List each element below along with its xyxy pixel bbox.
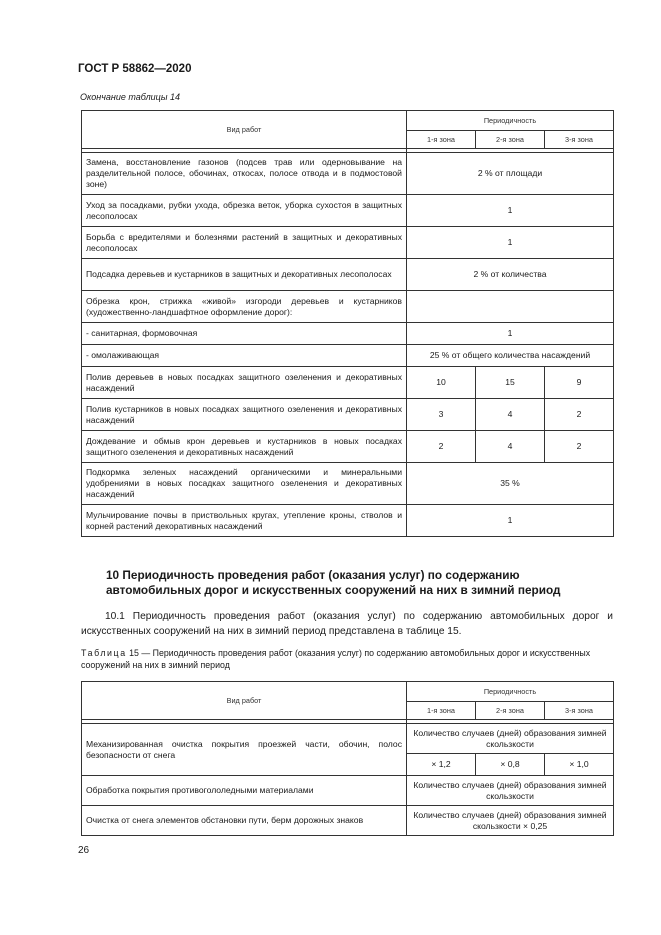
table-row (82, 345, 614, 367)
work-cell: Борьба с вредителями и болезнями растений в защитных и декоративных лесополосах (82, 227, 407, 259)
work-cell: Мульчирование почвы в приствольных кругах, утепление кроны, стволов и корней растений декоративных насаждений (82, 505, 407, 537)
table-row (82, 259, 614, 291)
column-header-zone-1: 1-я зона (407, 702, 476, 720)
table-row (82, 431, 614, 463)
periodicity-cell (407, 291, 614, 323)
table-row (82, 227, 614, 259)
table-row (82, 153, 614, 195)
periodicity-cell: 1 (407, 227, 614, 259)
section-heading: 10 Периодичность проведения работ (оказания услуг) по содержанию автомобильных дорог и искусственных сооружений на них в зимний период (106, 568, 561, 597)
periodicity-cell: Количество случаев (дней) образования зимней скользкости × 0,25 (407, 806, 614, 836)
table-row (82, 195, 614, 227)
table-caption-text: 15 — Периодичность проведения работ (оказания услуг) по содержанию автомобильных дорог и искусственных сооружений на них в зимний период (81, 648, 591, 670)
zone-1-cell: 3 (407, 399, 476, 431)
zone-3-cell: 9 (545, 367, 614, 399)
work-cell: Обрезка крон, стрижка «живой» изгороди деревьев и кустарников (художественно-ландшафтное оформление дорог): (82, 291, 407, 323)
table-caption (81, 648, 613, 671)
page-number: 26 (78, 845, 90, 856)
zone-1-cell: × 1,2 (407, 754, 476, 776)
periodicity-cell: 25 % от общего количества насаждений (407, 345, 614, 367)
table-row (82, 399, 614, 431)
column-header-zone-1: 1-я зона (407, 131, 476, 149)
table-14 (81, 110, 614, 537)
work-cell: Подсадка деревьев и кустарников в защитных и декоративных лесополосах (82, 259, 407, 291)
column-header-zone-3: 3-я зона (545, 131, 614, 149)
periodicity-cell: Количество случаев (дней) образования зимней скользкости (407, 724, 614, 754)
work-cell: Полив деревьев в новых посадках защитного озеленения и декоративных насаждений (82, 367, 407, 399)
work-cell: Механизированная очистка покрытия проезжей части, обочин, полос безопасности от снега (82, 724, 407, 776)
table-row (82, 291, 614, 323)
zone-1-cell: 10 (407, 367, 476, 399)
periodicity-cell: 2 % от площади (407, 153, 614, 195)
table-row (82, 505, 614, 537)
periodicity-cell: 35 % (407, 463, 614, 505)
periodicity-cell: 1 (407, 195, 614, 227)
table-caption-label: Таблица (81, 648, 127, 658)
column-header-work: Вид работ (82, 111, 407, 149)
periodicity-cell: 1 (407, 323, 614, 345)
work-cell: - санитарная, формовочная (82, 323, 407, 345)
zone-3-cell: 2 (545, 431, 614, 463)
column-header-zone-3: 3-я зона (545, 702, 614, 720)
work-cell: Полив кустарников в новых посадках защитного озеленения и декоративных насаждений (82, 399, 407, 431)
column-header-zone-2: 2-я зона (476, 702, 545, 720)
table-row (82, 724, 614, 754)
table-row (82, 323, 614, 345)
zone-3-cell: × 1,0 (545, 754, 614, 776)
column-header-work: Вид работ (82, 682, 407, 720)
table-row (82, 463, 614, 505)
work-cell: Дождевание и обмыв крон деревьев и кустарников в новых посадках защитного озеленения и декоративных насаждений (82, 431, 407, 463)
work-cell: Уход за посадками, рубки ухода, обрезка веток, уборка сухостоя в защитных лесополосах (82, 195, 407, 227)
table-continuation-label: Окончание таблицы 14 (80, 92, 180, 102)
column-header-zone-2: 2-я зона (476, 131, 545, 149)
work-cell: - омолаживающая (82, 345, 407, 367)
table-15 (81, 681, 614, 836)
zone-2-cell: 15 (476, 367, 545, 399)
zone-1-cell: 2 (407, 431, 476, 463)
work-cell: Обработка покрытия противогололедными материалами (82, 776, 407, 806)
zone-2-cell: × 0,8 (476, 754, 545, 776)
section-paragraph: 10.1 Периодичность проведения работ (оказания услуг) по содержанию автомобильных дорог и искусственных сооружений на них в зимний период представлена в таблице 15. (81, 611, 613, 637)
work-cell: Очистка от снега элементов обстановки пути, берм дорожных знаков (82, 806, 407, 836)
zone-3-cell: 2 (545, 399, 614, 431)
column-header-periodicity: Периодичность (407, 682, 614, 702)
periodicity-cell: Количество случаев (дней) образования зимней скользкости (407, 776, 614, 806)
table-row (82, 806, 614, 836)
table-row (82, 367, 614, 399)
zone-2-cell: 4 (476, 431, 545, 463)
periodicity-cell: 1 (407, 505, 614, 537)
work-cell: Замена, восстановление газонов (подсев трав или одерновывание на разделительной полосе, обочинах, откосах, полосе отвода и в подмостовой зоне) (82, 153, 407, 195)
document-id: ГОСТ Р 58862—2020 (78, 63, 192, 75)
work-cell: Подкормка зеленых насаждений органическими и минеральными удобрениями в новых посадках защитного озеленения и декоративных насаждений (82, 463, 407, 505)
table-row (82, 776, 614, 806)
zone-2-cell: 4 (476, 399, 545, 431)
periodicity-cell: 2 % от количества (407, 259, 614, 291)
column-header-periodicity: Периодичность (407, 111, 614, 131)
